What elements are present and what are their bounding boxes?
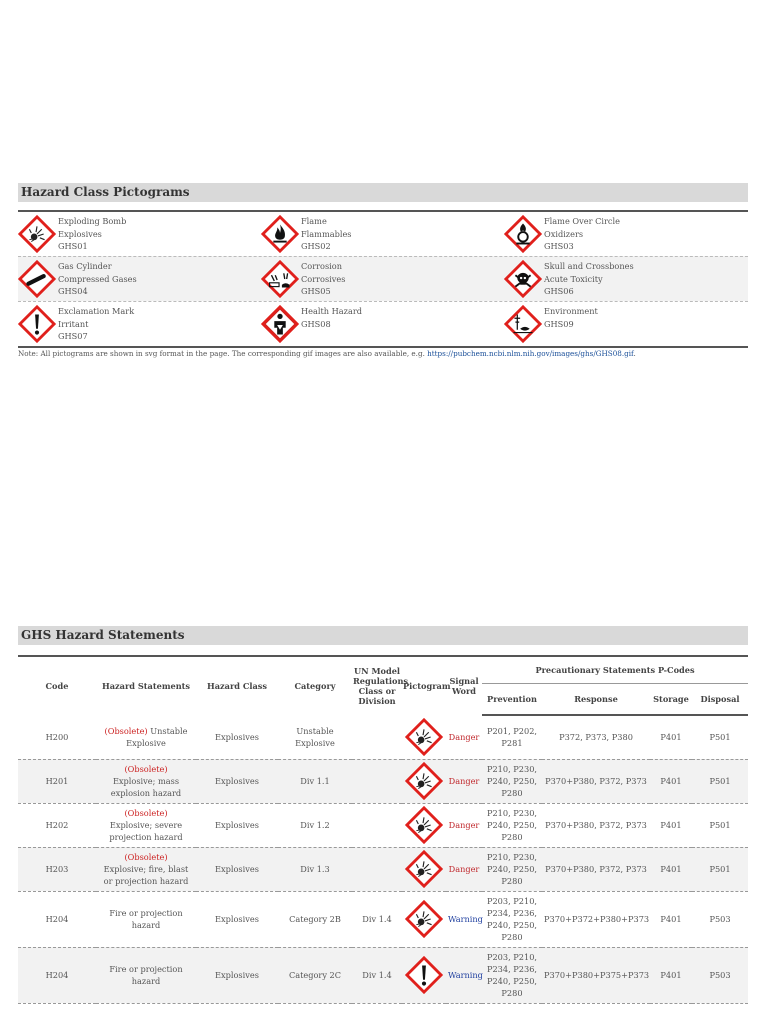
cell-pictogram [402,847,446,891]
cell-response: P370+P380, P372, P373 [542,847,650,891]
cell-storage: P401 [650,715,692,759]
cell-class: Explosives [196,891,278,947]
cell-code: H203 [18,847,96,891]
cell-signal: Warning [446,947,482,1003]
cell-pictogram [402,759,446,803]
cell-category: Div 1.1 [278,759,352,803]
pictogram-code: GHS06 [544,286,574,296]
col-statements: Hazard Statements [96,656,196,715]
cell-prevention: P210, P230, P240, P250, P280 [482,847,542,891]
table-row [18,891,748,947]
cell-statement [96,759,196,803]
cell-disposal: P503 [692,891,748,947]
col-signal: Signal Word [446,656,482,715]
cell-pictogram [402,891,446,947]
pictogram-item-flame [261,212,504,256]
pictogram-name: Corrosion [301,261,342,271]
pictogram-item-environment [504,302,747,346]
cell-category: Category 2C [278,947,352,1003]
cell-un [352,759,402,803]
cell-category: Unstable Explosive [278,715,352,759]
cell-signal: Warning [446,891,482,947]
col-un: UN Model Regulations Class or Division [352,656,402,715]
cell-un [352,715,402,759]
cell-disposal: P503 [692,947,748,1003]
cell-prevention: P210, P230, P240, P250, P280 [482,759,542,803]
table-row [18,947,748,1003]
cell-un [352,847,402,891]
cell-un [352,803,402,847]
pictogram-hazard: Acute Toxicity [544,273,603,284]
cell-class: Explosives [196,759,278,803]
cell-prevention: P203, P210, P234, P236, P240, P250, P280 [482,891,542,947]
pictogram-hazard: Flammables [301,228,352,239]
statement-text: Explosive; fire, blast or projection hazard [103,864,189,886]
cell-un: Div 1.4 [352,947,402,1003]
table-row [18,847,748,891]
cell-disposal: P501 [692,759,748,803]
cell-statement [96,803,196,847]
cell-class: Explosives [196,947,278,1003]
pictogram-hazard: Explosives [58,228,102,239]
gas-cylinder-icon [18,260,56,298]
pictogram-code: GHS05 [301,286,331,296]
exploding-bomb-icon [405,718,443,756]
cell-response: P370+P380+P375+P373 [542,947,650,1003]
cell-disposal: P501 [692,803,748,847]
cell-response: P370+P380, P372, P373 [542,759,650,803]
col-code: Code [18,656,96,715]
exploding-bomb-icon [405,762,443,800]
cell-storage: P401 [650,847,692,891]
cell-code: H201 [18,759,96,803]
cell-prevention: P210, P230, P240, P250, P280 [482,803,542,847]
cell-statement [96,715,196,759]
cell-un: Div 1.4 [352,891,402,947]
cell-signal: Danger [446,847,482,891]
pictogram-item-exclamation-mark [18,302,261,346]
table-row [18,715,748,759]
statement-text: Explosive; mass explosion hazard [110,776,182,798]
obsolete-label: (Obsolete) [104,725,148,736]
gif-link[interactable]: https://pubchem.ncbi.nlm.nih.gov/images/ghs/GHS08.gif [427,349,634,358]
col-storage: Storage [650,684,692,716]
pictogram-item-flame-over-circle [504,212,747,256]
pictogram-name: Gas Cylinder [58,261,112,271]
pictograms-section-title: Hazard Class Pictograms [18,183,748,202]
cell-disposal: P501 [692,847,748,891]
table-row [18,759,748,803]
pictogram-row [18,301,748,346]
pictogram-item-corrosion [261,257,504,301]
pictogram-hazard: Irritant [58,318,89,329]
table-row [18,803,748,847]
pictogram-hazard: Oxidizers [544,228,584,239]
pictogram-code: GHS04 [58,286,88,296]
pictogram-name: Skull and Crossbones [544,261,634,271]
cell-storage: P401 [650,891,692,947]
exploding-bomb-icon [405,850,443,888]
cell-storage: P401 [650,947,692,1003]
cell-pictogram [402,803,446,847]
pictogram-code: GHS02 [301,241,331,251]
cell-response: P372, P373, P380 [542,715,650,759]
table-header-row [18,656,748,684]
statement-text: Explosive; severe projection hazard [109,820,183,842]
col-pcodes: Precautionary Statements P-Codes [482,656,748,684]
cell-disposal: P501 [692,715,748,759]
pictogram-name: Exploding Bomb [58,216,127,226]
pictogram-item-gas-cylinder [18,257,261,301]
environment-icon [504,305,542,343]
pictogram-code: GHS07 [58,331,88,341]
note-suffix: . [633,349,636,358]
exploding-bomb-icon [405,900,443,938]
pictogram-code: GHS03 [544,241,574,251]
cell-signal: Danger [446,715,482,759]
pictogram-row [18,212,748,256]
statement-text: Unstable Explosive [126,725,188,748]
skull-crossbones-icon [504,260,542,298]
exclamation-mark-icon [18,305,56,343]
cell-storage: P401 [650,759,692,803]
pictogram-grid [18,210,748,348]
pictogram-item-skull-crossbones [504,257,747,301]
cell-prevention: P203, P210, P234, P236, P240, P250, P280 [482,947,542,1003]
col-disposal: Disposal [692,684,748,716]
pictogram-code: GHS01 [58,241,88,251]
obsolete-label: (Obsolete) [124,852,168,862]
cell-statement: Fire or projection hazard [96,891,196,947]
cell-prevention: P201, P202, P281 [482,715,542,759]
pictogram-name: Environment [544,306,598,316]
cell-response: P370+P372+P380+P373 [542,891,650,947]
pictogram-item-health-hazard [261,302,504,346]
exploding-bomb-icon [18,215,56,253]
cell-statement: Fire or projection hazard [96,947,196,1003]
cell-class: Explosives [196,715,278,759]
corrosion-icon [261,260,299,298]
cell-category: Div 1.3 [278,847,352,891]
pictogram-name: Exclamation Mark [58,306,135,316]
pictogram-hazard: GHS09 [544,318,574,329]
cell-statement [96,847,196,891]
cell-category: Category 2B [278,891,352,947]
cell-code: H204 [18,947,96,1003]
pictogram-item-exploding-bomb [18,212,261,256]
pictogram-hazard: Compressed Gases [58,273,137,284]
exploding-bomb-icon [405,806,443,844]
col-response: Response [542,684,650,716]
cell-storage: P401 [650,803,692,847]
cell-pictogram [402,715,446,759]
cell-class: Explosives [196,803,278,847]
cell-code: H202 [18,803,96,847]
pictogram-name: Flame [301,216,327,226]
cell-class: Explosives [196,847,278,891]
flame-icon [261,215,299,253]
pictogram-row [18,256,748,301]
col-prevention: Prevention [482,684,542,716]
pictogram-hazard: GHS08 [301,318,331,329]
col-class: Hazard Class [196,656,278,715]
cell-category: Div 1.2 [278,803,352,847]
hazard-statements-table [18,655,748,1004]
statements-section-title: GHS Hazard Statements [18,626,748,645]
cell-signal: Danger [446,759,482,803]
health-hazard-icon [261,305,299,343]
cell-pictogram [402,947,446,1003]
cell-code: H204 [18,891,96,947]
pictogram-note [18,349,758,358]
col-pictogram: Pictogram [402,656,446,715]
pictogram-name: Health Hazard [301,306,363,316]
cell-code: H200 [18,715,96,759]
pictogram-name: Flame Over Circle [544,216,620,226]
cell-signal: Danger [446,803,482,847]
obsolete-label: (Obsolete) [124,808,168,818]
cell-response: P370+P380, P372, P373 [542,803,650,847]
flame-over-circle-icon [504,215,542,253]
obsolete-label: (Obsolete) [124,764,168,774]
col-category: Category [278,656,352,715]
exclamation-mark-icon [405,956,443,994]
note-text: Note: All pictograms are shown in svg format in the page. The corresponding gif images are also available, e.g. [18,349,428,358]
pictogram-hazard: Corrosives [301,273,346,284]
